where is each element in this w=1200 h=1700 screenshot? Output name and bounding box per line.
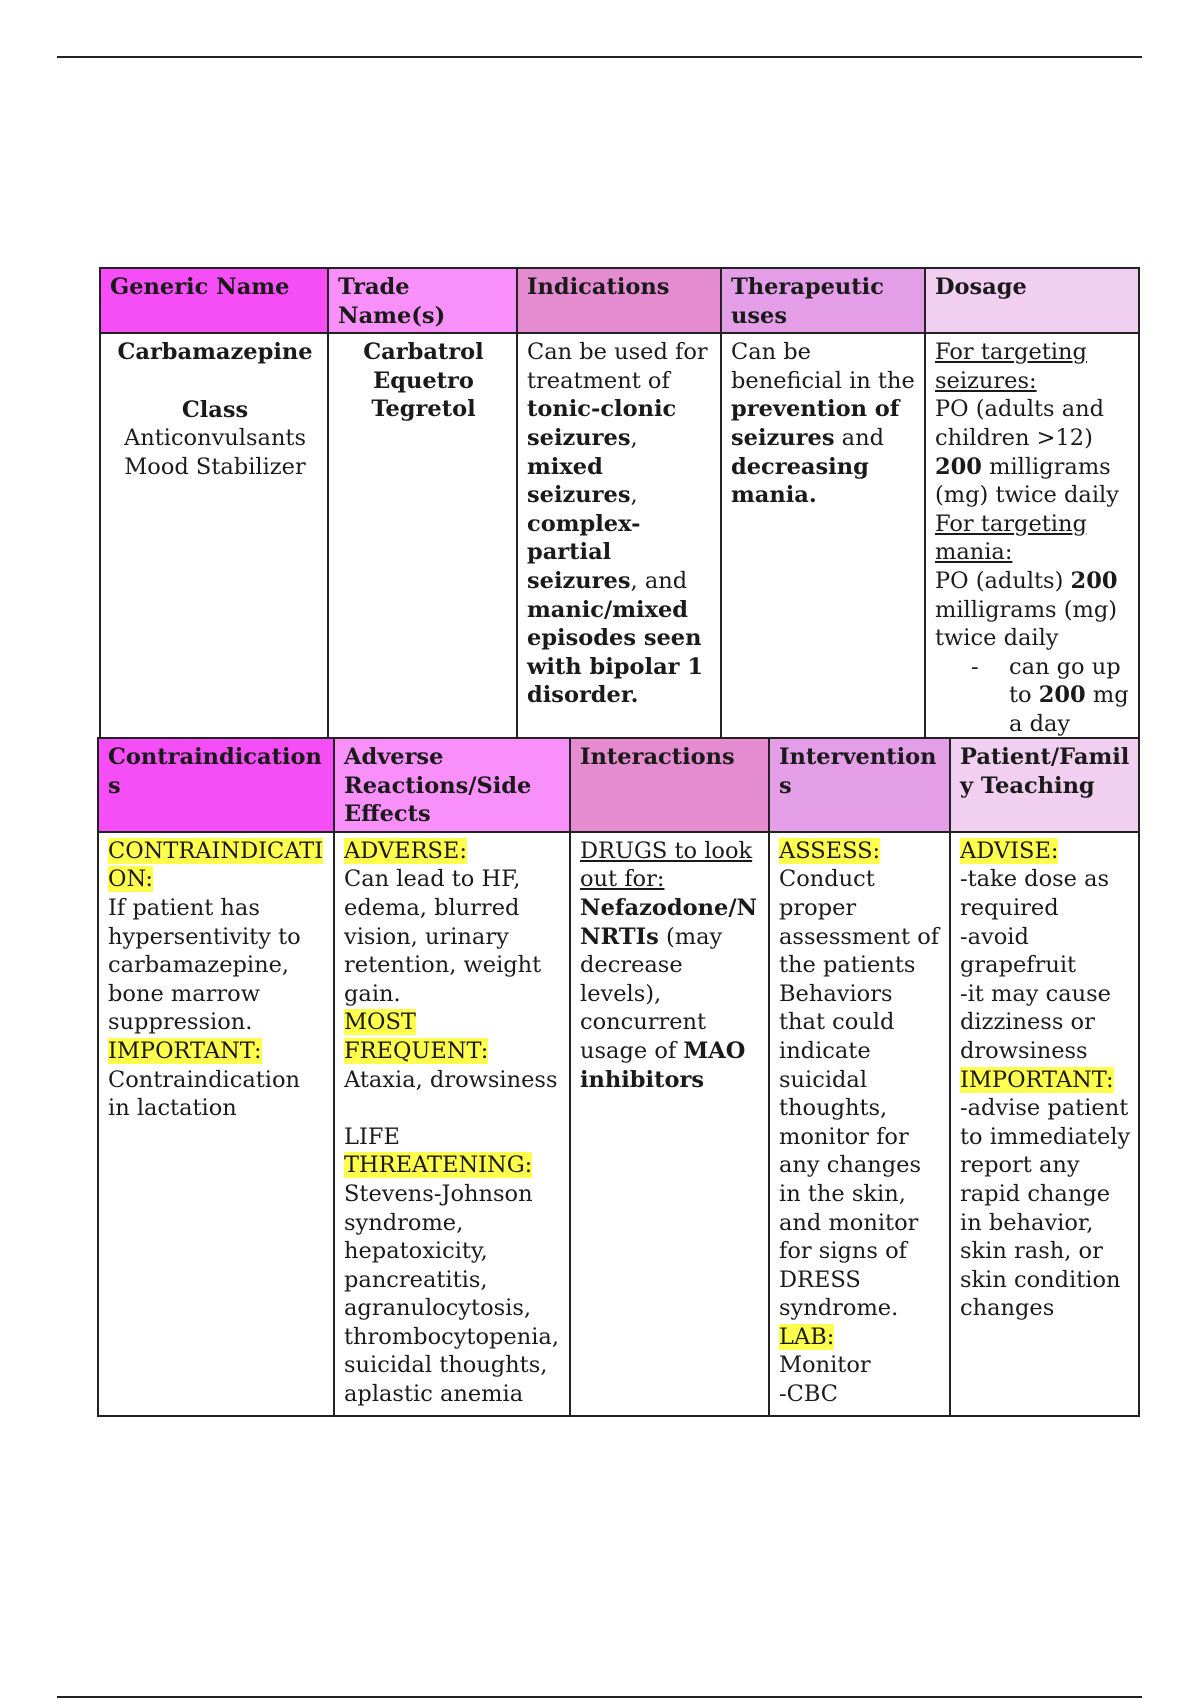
lab-label: LAB: <box>779 1323 835 1350</box>
trade-name: Carbatrol <box>363 339 484 366</box>
cell-patient-teaching <box>950 832 1139 1416</box>
life-label: LIFE <box>344 1123 400 1150</box>
header-therapeutic-uses: Therapeutic uses <box>721 268 925 333</box>
teaching-line: -avoid grapefruit <box>960 923 1077 979</box>
cell-therapeutic-uses <box>721 333 925 745</box>
teaching-important-label: IMPORTANT: <box>960 1066 1114 1093</box>
indications-text: Can be used for treatment of <box>527 339 708 394</box>
teaching-line: -take dose as required <box>960 866 1110 921</box>
lab-text: -CBC <box>779 1381 838 1408</box>
cell-interventions <box>769 832 950 1416</box>
indications-text: , <box>630 482 638 509</box>
header-contraindications: Contraindications <box>98 738 334 832</box>
dosage-mania-title: For targeting mania: <box>935 510 1087 566</box>
header-dosage: Dosage <box>925 268 1139 333</box>
cell-indications <box>517 333 721 745</box>
class-label: Class <box>181 396 249 423</box>
dosage-bullet-list <box>935 653 1131 739</box>
indications-bold: tonic-clonic seizures <box>527 396 677 451</box>
dosage-amount: 200 <box>1070 567 1118 594</box>
dosage-amount: 200 <box>935 453 982 480</box>
adverse-label: ADVERSE: <box>344 837 467 864</box>
indications-text: , and <box>630 567 688 594</box>
header-indications: Indications <box>517 268 721 333</box>
class-value: Anticonvulsants <box>123 425 307 452</box>
contraindication-label: CONTRAINDICATION: <box>108 837 324 893</box>
dosage-seizure-text <box>935 395 1131 509</box>
most-frequent-label: MOST FREQUENT: <box>344 1009 489 1064</box>
dosage-text: PO (adults) <box>935 567 1071 594</box>
interactions-body: (may decrease levels), concurrent usage of <box>580 923 723 1064</box>
cell-contraindications <box>98 832 334 1416</box>
therapeutic-bold: decreasing mania. <box>731 453 869 509</box>
threatening-label: THREATENING: <box>344 1152 533 1179</box>
teaching-line: -it may cause dizziness or drowsiness <box>960 980 1111 1064</box>
advise-label: ADVISE: <box>960 837 1059 864</box>
indications-bold: complex-partial seizures <box>527 510 641 594</box>
dosage-seizure-title: For targeting seizures: <box>935 339 1087 394</box>
class-value: Mood Stabilizer <box>124 453 306 480</box>
cell-interactions <box>570 832 769 1416</box>
cell-generic-name <box>100 333 328 745</box>
lab-text: Monitor <box>779 1352 871 1379</box>
interaction-drug: MAO inhibitors <box>580 1037 746 1093</box>
assess-label: ASSESS: <box>779 837 881 864</box>
indications-bold: mixed seizures <box>527 453 631 509</box>
indications-bold: manic/mixed episodes seen with bipolar 1 disorder. <box>527 596 703 709</box>
interaction-drug: Nefazodone/NNRTIs <box>580 894 758 950</box>
dosage-mania-text <box>935 567 1131 653</box>
important-label: IMPORTANT: <box>108 1037 262 1064</box>
interactions-text <box>580 894 761 1094</box>
drug-table-bottom <box>97 737 1140 1417</box>
interactions-title: DRUGS to look out for: <box>580 837 753 893</box>
adverse-text: Can lead to HF, edema, blurred vision, urinary retention, weight gain. <box>344 866 542 1007</box>
dosage-bullet: - can go up to 200 mg a day <box>1009 653 1131 739</box>
therapeutic-text: Can be beneficial in the <box>731 339 915 394</box>
most-frequent-text: Ataxia, drowsiness <box>344 1066 558 1093</box>
header-interactions: Interactions <box>570 738 769 832</box>
life-threatening-text: Stevens-Johnson syndrome, hepatoxicity, pancreatitis, agranulocytosis, thrombocytopenia, suicidal thoughts, aplastic anemia <box>344 1180 559 1408</box>
dosage-text: milligrams (mg) twice daily <box>935 453 1119 509</box>
header-interventions: Interventions <box>769 738 950 832</box>
indications-text: , <box>630 424 638 451</box>
cell-trade-names <box>328 333 517 745</box>
header-adverse-reactions: Adverse Reactions/Side Effects <box>334 738 570 832</box>
contraindication-text: If patient has hypersentivity to carbamazepine, bone marrow suppression. <box>108 894 301 1036</box>
header-patient-teaching: Patient/Family Teaching <box>950 738 1139 832</box>
therapeutic-bold: prevention of seizures <box>731 396 900 451</box>
important-text: Contraindication in lactation <box>108 1066 301 1122</box>
drug-table-top <box>99 267 1140 746</box>
header-generic-name: Generic Name <box>100 268 328 333</box>
generic-name: Carbamazepine <box>117 339 313 366</box>
teaching-line: -advise patient to immediately report any rapid change in behavior, skin rash, or skin condition changes <box>960 1095 1131 1322</box>
trade-name: Tegretol <box>371 396 476 423</box>
top-rule <box>57 56 1142 58</box>
cell-dosage <box>925 333 1139 745</box>
dosage-text: PO (adults and children >12) <box>935 396 1105 451</box>
header-trade-names: Trade Name(s) <box>328 268 517 333</box>
cell-adverse-reactions <box>334 832 570 1416</box>
trade-name: Equetro <box>373 367 474 394</box>
dosage-text: milligrams (mg) twice daily <box>935 596 1118 652</box>
assess-text: Conduct proper assessment of the patients Behaviors that could indicate suicidal thoughts, monitor for any changes in the skin, and monitor for signs of DRESS syndrome. <box>779 866 940 1322</box>
therapeutic-text: and <box>834 424 884 451</box>
bottom-rule <box>57 1696 1142 1698</box>
